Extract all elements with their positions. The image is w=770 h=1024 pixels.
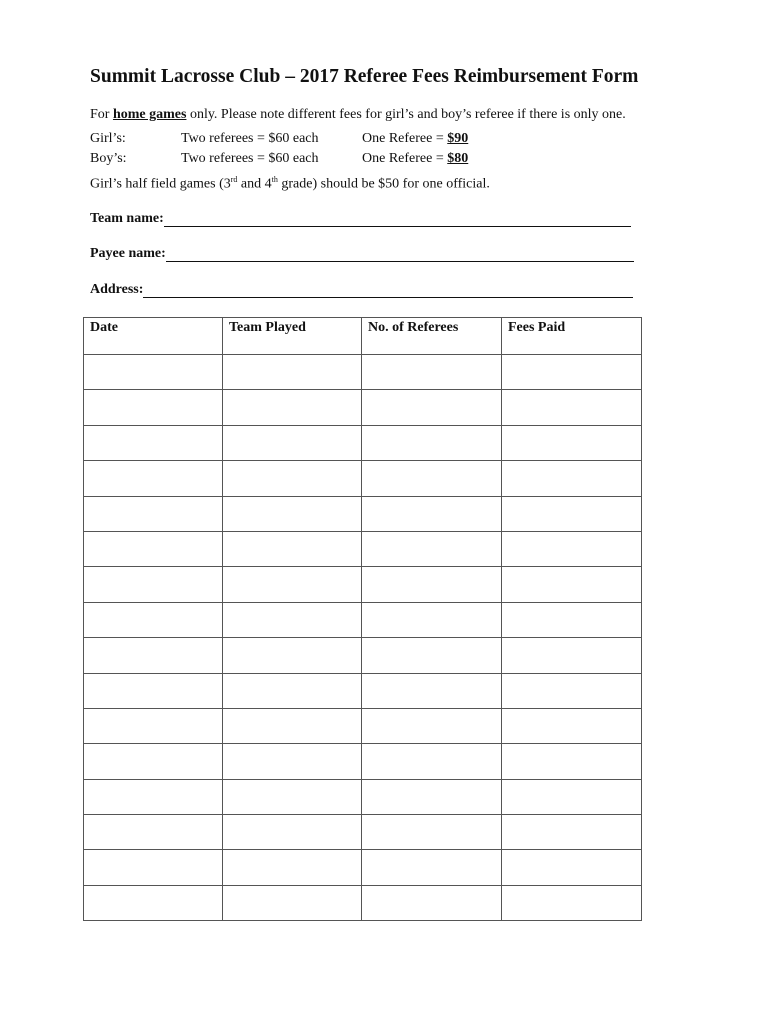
team-played-cell[interactable] bbox=[223, 390, 362, 425]
games-table bbox=[83, 317, 642, 921]
no-of-referees-cell[interactable] bbox=[362, 355, 502, 390]
no-of-referees-cell[interactable] bbox=[362, 425, 502, 460]
sup-th: th bbox=[271, 175, 278, 184]
table-row bbox=[84, 638, 642, 673]
table-row bbox=[84, 496, 642, 531]
date-cell[interactable] bbox=[84, 425, 223, 460]
date-cell[interactable] bbox=[84, 355, 223, 390]
fees-paid-cell[interactable] bbox=[502, 815, 642, 850]
date-cell[interactable] bbox=[84, 638, 223, 673]
no-of-referees-cell[interactable] bbox=[362, 461, 502, 496]
girls-two-fee: Two referees = $60 each bbox=[181, 131, 319, 146]
table-row bbox=[84, 744, 642, 779]
date-cell[interactable] bbox=[84, 850, 223, 885]
table-row bbox=[84, 673, 642, 708]
team-played-cell[interactable] bbox=[223, 638, 362, 673]
team-played-cell[interactable] bbox=[223, 567, 362, 602]
table-row bbox=[84, 815, 642, 850]
fees-paid-cell[interactable] bbox=[502, 708, 642, 743]
fees-paid-cell[interactable] bbox=[502, 390, 642, 425]
no-of-referees-cell[interactable] bbox=[362, 708, 502, 743]
date-cell[interactable] bbox=[84, 673, 223, 708]
no-of-referees-cell[interactable] bbox=[362, 602, 502, 637]
team-played-cell[interactable] bbox=[223, 850, 362, 885]
table-row bbox=[84, 390, 642, 425]
intro-prefix: For bbox=[90, 107, 113, 122]
boys-one-amount: $80 bbox=[447, 151, 469, 166]
address-label: Address: bbox=[90, 282, 144, 297]
fees-paid-cell[interactable] bbox=[502, 779, 642, 814]
fees-paid-cell[interactable] bbox=[502, 638, 642, 673]
table-row bbox=[84, 779, 642, 814]
intro-suffix: only. Please note different fees for girl’s and boy’s referee if there is only one. bbox=[186, 107, 626, 122]
team-played-cell[interactable] bbox=[223, 355, 362, 390]
date-cell[interactable] bbox=[84, 602, 223, 637]
table-row bbox=[84, 425, 642, 460]
fees-paid-cell[interactable] bbox=[502, 355, 642, 390]
table-row bbox=[84, 531, 642, 566]
payee-name-field[interactable] bbox=[90, 246, 634, 262]
team-name-field[interactable] bbox=[90, 211, 631, 227]
half-field-a: Girl’s half field games (3 bbox=[90, 176, 231, 192]
fees-paid-cell[interactable] bbox=[502, 461, 642, 496]
table-row bbox=[84, 885, 642, 920]
address-field[interactable] bbox=[90, 282, 633, 298]
no-of-referees-cell[interactable] bbox=[362, 850, 502, 885]
intro-note bbox=[90, 107, 626, 123]
date-cell[interactable] bbox=[84, 531, 223, 566]
payee-name-label: Payee name: bbox=[90, 246, 166, 261]
table-row bbox=[84, 461, 642, 496]
girls-label: Girl’s: bbox=[90, 131, 126, 146]
no-of-referees-cell[interactable] bbox=[362, 531, 502, 566]
boys-label: Boy’s: bbox=[90, 151, 127, 166]
fees-paid-cell[interactable] bbox=[502, 496, 642, 531]
half-field-b: and 4 bbox=[237, 176, 272, 192]
table-row bbox=[84, 355, 642, 390]
date-cell[interactable] bbox=[84, 744, 223, 779]
header-fees-paid: Fees Paid bbox=[502, 318, 642, 355]
team-name-label: Team name: bbox=[90, 211, 164, 226]
team-name-input[interactable] bbox=[164, 212, 631, 227]
form-title: Summit Lacrosse Club – 2017 Referee Fees Reimbursement Form bbox=[90, 66, 639, 87]
team-played-cell[interactable] bbox=[223, 708, 362, 743]
no-of-referees-cell[interactable] bbox=[362, 673, 502, 708]
date-cell[interactable] bbox=[84, 885, 223, 920]
fees-paid-cell[interactable] bbox=[502, 425, 642, 460]
girls-one-amount: $90 bbox=[447, 131, 469, 146]
girls-one-fee bbox=[362, 131, 468, 147]
half-field-note bbox=[90, 175, 490, 193]
no-of-referees-cell[interactable] bbox=[362, 744, 502, 779]
team-played-cell[interactable] bbox=[223, 425, 362, 460]
header-no-of-referees: No. of Referees bbox=[362, 318, 502, 355]
team-played-cell[interactable] bbox=[223, 496, 362, 531]
fees-paid-cell[interactable] bbox=[502, 673, 642, 708]
no-of-referees-cell[interactable] bbox=[362, 885, 502, 920]
boys-one-fee bbox=[362, 151, 468, 167]
fees-paid-cell[interactable] bbox=[502, 744, 642, 779]
fees-paid-cell[interactable] bbox=[502, 567, 642, 602]
date-cell[interactable] bbox=[84, 779, 223, 814]
payee-name-input[interactable] bbox=[166, 247, 634, 262]
date-cell[interactable] bbox=[84, 496, 223, 531]
one-referee-label: One Referee = bbox=[362, 151, 448, 166]
date-cell[interactable] bbox=[84, 461, 223, 496]
header-date: Date bbox=[84, 318, 223, 355]
table-row bbox=[84, 850, 642, 885]
boys-two-fee: Two referees = $60 each bbox=[181, 151, 319, 166]
sup-rd: rd bbox=[230, 175, 238, 184]
no-of-referees-cell[interactable] bbox=[362, 779, 502, 814]
team-played-cell[interactable] bbox=[223, 744, 362, 779]
half-field-c: grade) should be $50 for one official. bbox=[277, 176, 490, 192]
header-team-played: Team Played bbox=[223, 318, 362, 355]
no-of-referees-cell[interactable] bbox=[362, 496, 502, 531]
no-of-referees-cell[interactable] bbox=[362, 390, 502, 425]
team-played-cell[interactable] bbox=[223, 531, 362, 566]
date-cell[interactable] bbox=[84, 390, 223, 425]
team-played-cell[interactable] bbox=[223, 602, 362, 637]
team-played-cell[interactable] bbox=[223, 673, 362, 708]
no-of-referees-cell[interactable] bbox=[362, 638, 502, 673]
fees-paid-cell[interactable] bbox=[502, 850, 642, 885]
table-header-row bbox=[84, 318, 642, 355]
team-played-cell[interactable] bbox=[223, 779, 362, 814]
table-row bbox=[84, 708, 642, 743]
date-cell[interactable] bbox=[84, 708, 223, 743]
fees-paid-cell[interactable] bbox=[502, 531, 642, 566]
team-played-cell[interactable] bbox=[223, 815, 362, 850]
fees-paid-cell[interactable] bbox=[502, 885, 642, 920]
date-cell[interactable] bbox=[84, 815, 223, 850]
team-played-cell[interactable] bbox=[223, 885, 362, 920]
intro-emphasis: home games bbox=[112, 107, 187, 122]
no-of-referees-cell[interactable] bbox=[362, 815, 502, 850]
table-row bbox=[84, 602, 642, 637]
address-input[interactable] bbox=[143, 283, 633, 298]
fees-paid-cell[interactable] bbox=[502, 602, 642, 637]
no-of-referees-cell[interactable] bbox=[362, 567, 502, 602]
team-played-cell[interactable] bbox=[223, 461, 362, 496]
table-row bbox=[84, 567, 642, 602]
date-cell[interactable] bbox=[84, 567, 223, 602]
one-referee-label: One Referee = bbox=[362, 131, 448, 146]
